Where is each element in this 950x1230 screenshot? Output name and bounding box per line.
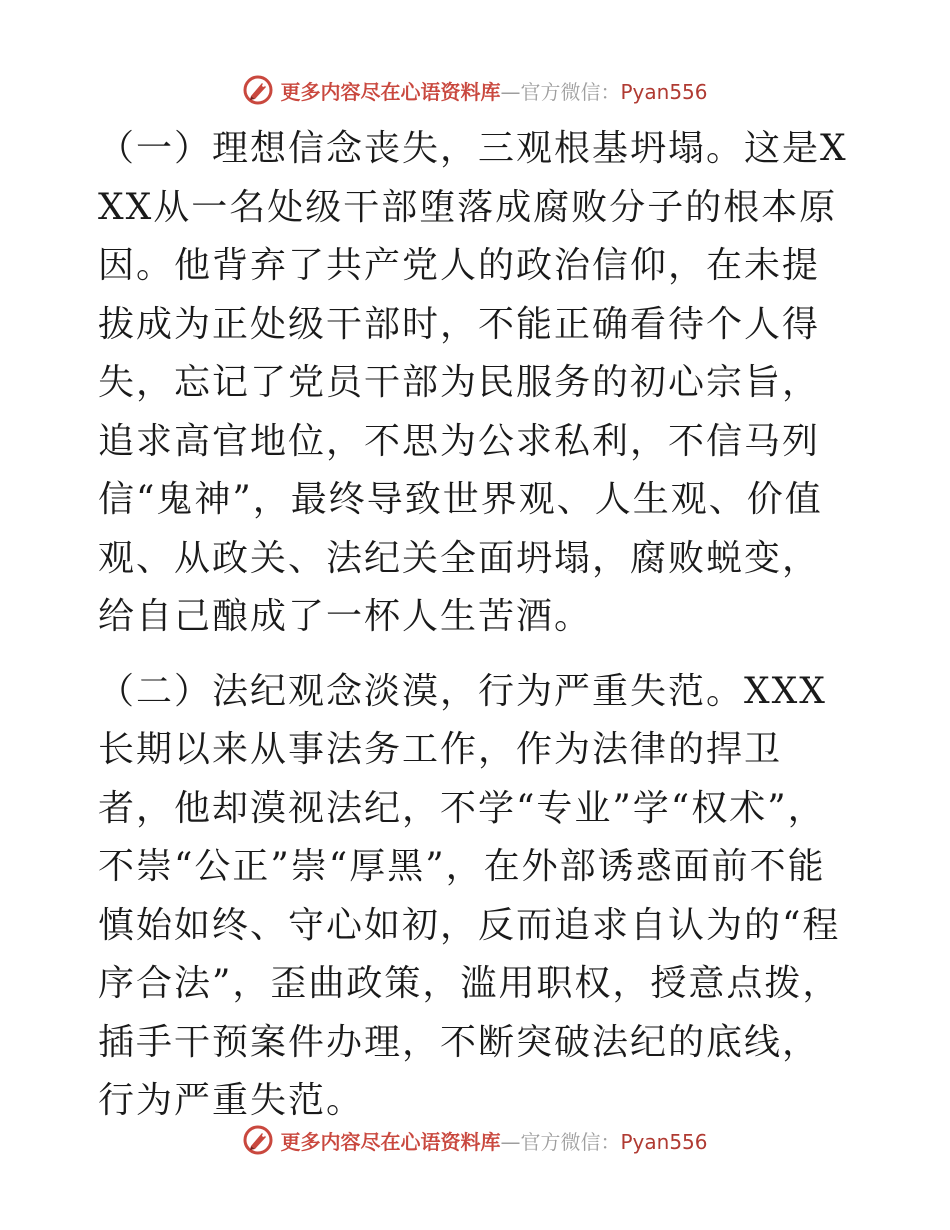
footer-watermark bbox=[0, 1123, 950, 1157]
pen-circle-logo-icon bbox=[242, 74, 274, 106]
pen-circle-logo-icon bbox=[242, 1124, 274, 1156]
header-watermark bbox=[0, 73, 950, 107]
watermark-id: Pyan556 bbox=[620, 1129, 708, 1154]
watermark-text bbox=[280, 1126, 707, 1155]
paragraph-1: （一）理想信念丧失，三观根基坍塌。这是XXX从一名处级干部堕落成腐败分子的根本原因。他背弃了共产党人的政治信仰，在未提拔成为正处级干部时，不能正确看待个人得失，忘记了党员干部为民服务的初心宗旨，追求高官地位，不思为公求私利，不信马列信“鬼神”，最终导致世界观、人生观、价值观、从政关、法纪关全面坍塌，腐败蜕变，给自己酿成了一杯人生苦酒。 bbox=[98, 128, 848, 637]
watermark-label: —官方微信： bbox=[500, 79, 621, 104]
watermark-title: 更多内容尽在心语资料库 bbox=[280, 79, 501, 104]
watermark-id: Pyan556 bbox=[620, 79, 708, 104]
watermark-title: 更多内容尽在心语资料库 bbox=[280, 1129, 501, 1154]
watermark-text bbox=[280, 76, 707, 105]
paragraph-2: （二）法纪观念淡漠，行为严重失范。XXX长期以来从事法务工作，作为法律的捍卫者，他却漠视法纪，不学“专业”学“权术”，不崇“公正”崇“厚黑”，在外部诱惑面前不能慎始如终、守心如初，反而追求自认为的“程序合法”，歪曲政策，滥用职权，授意点拨，插手干预案件办理，不断突破法纪的底线，行为严重失范。 bbox=[98, 670, 841, 1121]
watermark-label: —官方微信： bbox=[500, 1129, 621, 1154]
document-body bbox=[98, 120, 848, 1131]
